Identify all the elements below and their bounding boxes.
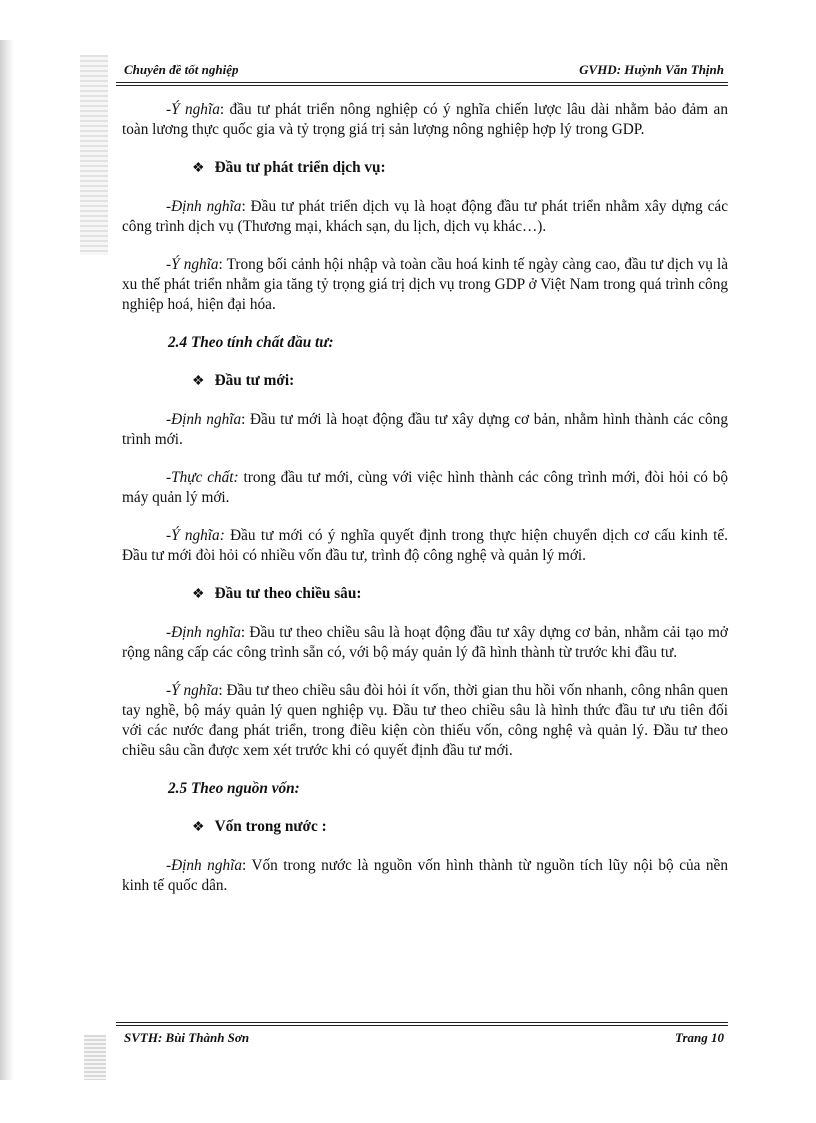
paragraph-text: : Đầu tư theo chiều sâu là hoạt động đầu tư xây dựng cơ bản, nhằm cải tạo mở rộng nâng cấp các công trình sẵn có, với bộ máy quản lý đã hình thành từ trước khi đầu tư. [122, 624, 728, 661]
paragraph-text: : Đầu tư phát triển dịch vụ là hoạt động đầu tư phát triển nhằm xây dựng các công trình dịch vụ (Thương mại, khách sạn, du lịch, dịch vụ khác…). [122, 198, 728, 235]
subheading-dau-tu-moi: ❖ Đầu tư mới: [192, 372, 295, 389]
header-title: Chuyên đề tốt nghiệp [124, 62, 239, 77]
paragraph-text: trong đầu tư mới, cùng với việc hình thành các công trình mới, đòi hỏi có bộ máy quản lý mới. [122, 469, 728, 506]
diamond-bullet-icon: ❖ [192, 161, 205, 176]
term-label: -Ý nghĩa [166, 256, 219, 273]
paragraph-moi-thuc-chat [122, 468, 728, 508]
paragraph-text: : Đầu tư mới là hoạt động đầu tư xây dựng cơ bản, nhằm hình thành các công trình mới. [122, 411, 728, 448]
diamond-bullet-icon: ❖ [192, 587, 205, 602]
paragraph-text: Đầu tư mới có ý nghĩa quyết định trong thực hiện chuyển dịch cơ cấu kinh tế. Đầu tư mới đòi hỏi có nhiều vốn đầu tư, trình độ công nghệ và quản lý mới. [122, 527, 728, 564]
term-label: -Định nghĩa [166, 624, 241, 641]
paragraph-dichvu-y-nghia [122, 255, 728, 315]
subheading-dich-vu: ❖ Đầu tư phát triển dịch vụ: [192, 159, 386, 176]
term-label: -Ý nghĩa [166, 682, 219, 699]
document-body [122, 100, 728, 896]
scan-noise-bottom [84, 1035, 106, 1080]
paragraph-chieusau-y-nghia [122, 681, 728, 761]
paragraph-moi-y-nghia [122, 526, 728, 566]
diamond-bullet-icon: ❖ [192, 820, 205, 835]
term-label: -Ý nghĩa: [166, 527, 225, 544]
term-label: -Thực chất: [166, 469, 239, 486]
footer-rule [116, 1022, 728, 1026]
term-label: -Định nghĩa [166, 411, 242, 428]
paragraph-dichvu-dinh-nghia [122, 197, 728, 237]
scan-noise-top [80, 55, 108, 255]
section-heading-2-4: 2.4 Theo tính chất đầu tư: [168, 334, 334, 351]
footer-author: SVTH: Bùi Thành Sơn [124, 1030, 250, 1045]
paragraph-von-dinh-nghia [122, 856, 728, 896]
paragraph-text: : đầu tư phát triển nông nghiệp có ý nghĩa chiến lược lâu dài nhằm bảo đảm an toàn lương thực quốc gia và tỷ trọng giá trị sản lượng nông nghiệp hợp lý trong GDP. [122, 101, 728, 138]
subheading-von-trong-nuoc: ❖ Vốn trong nước : [192, 818, 327, 835]
scan-shadow-left [0, 40, 14, 1080]
term-label: -Ý nghĩa [166, 101, 220, 118]
paragraph-nongnghiep-y-nghia [122, 100, 728, 140]
subheading-chieu-sau: ❖ Đầu tư theo chiều sâu: [192, 585, 362, 602]
page-header [124, 60, 724, 82]
page-number: Trang 10 [675, 1030, 724, 1045]
header-rule [116, 82, 728, 86]
paragraph-chieusau-dinh-nghia [122, 623, 728, 663]
page-footer [124, 1030, 724, 1050]
paragraph-moi-dinh-nghia [122, 410, 728, 450]
paragraph-text: : Trong bối cảnh hội nhập và toàn cầu hoá kinh tế ngày càng cao, đầu tư dịch vụ là xu thế phát triển nhằm gia tăng tỷ trọng giá trị dịch vụ trong GDP ở Việt Nam trong quá trình công nghiệp hoá, hiện đại hóa. [122, 256, 729, 313]
term-label: -Định nghĩa [166, 857, 243, 874]
term-label: -Định nghĩa [166, 198, 242, 215]
header-supervisor: GVHD: Huỳnh Văn Thịnh [579, 62, 724, 77]
diamond-bullet-icon: ❖ [192, 374, 205, 389]
section-heading-2-5: 2.5 Theo nguồn vốn: [168, 780, 300, 797]
paragraph-text: : Vốn trong nước là nguồn vốn hình thành từ nguồn tích lũy nội bộ của nền kinh tế quốc dân. [122, 857, 728, 894]
paragraph-text: : Đầu tư theo chiều sâu đòi hỏi ít vốn, thời gian thu hồi vốn nhanh, công nhân quen tay nghề, bộ máy quản lý quen nghiệp vụ. Đầu tư theo chiều sâu là hình thức đầu tư ưu tiên đối với các nước đang phát triển, trong điều kiện còn thiếu vốn, công nghệ và quản lý. Đầu tư theo chiều sâu cần được xem xét trước khi có quyết định đầu tư mới. [122, 682, 728, 759]
